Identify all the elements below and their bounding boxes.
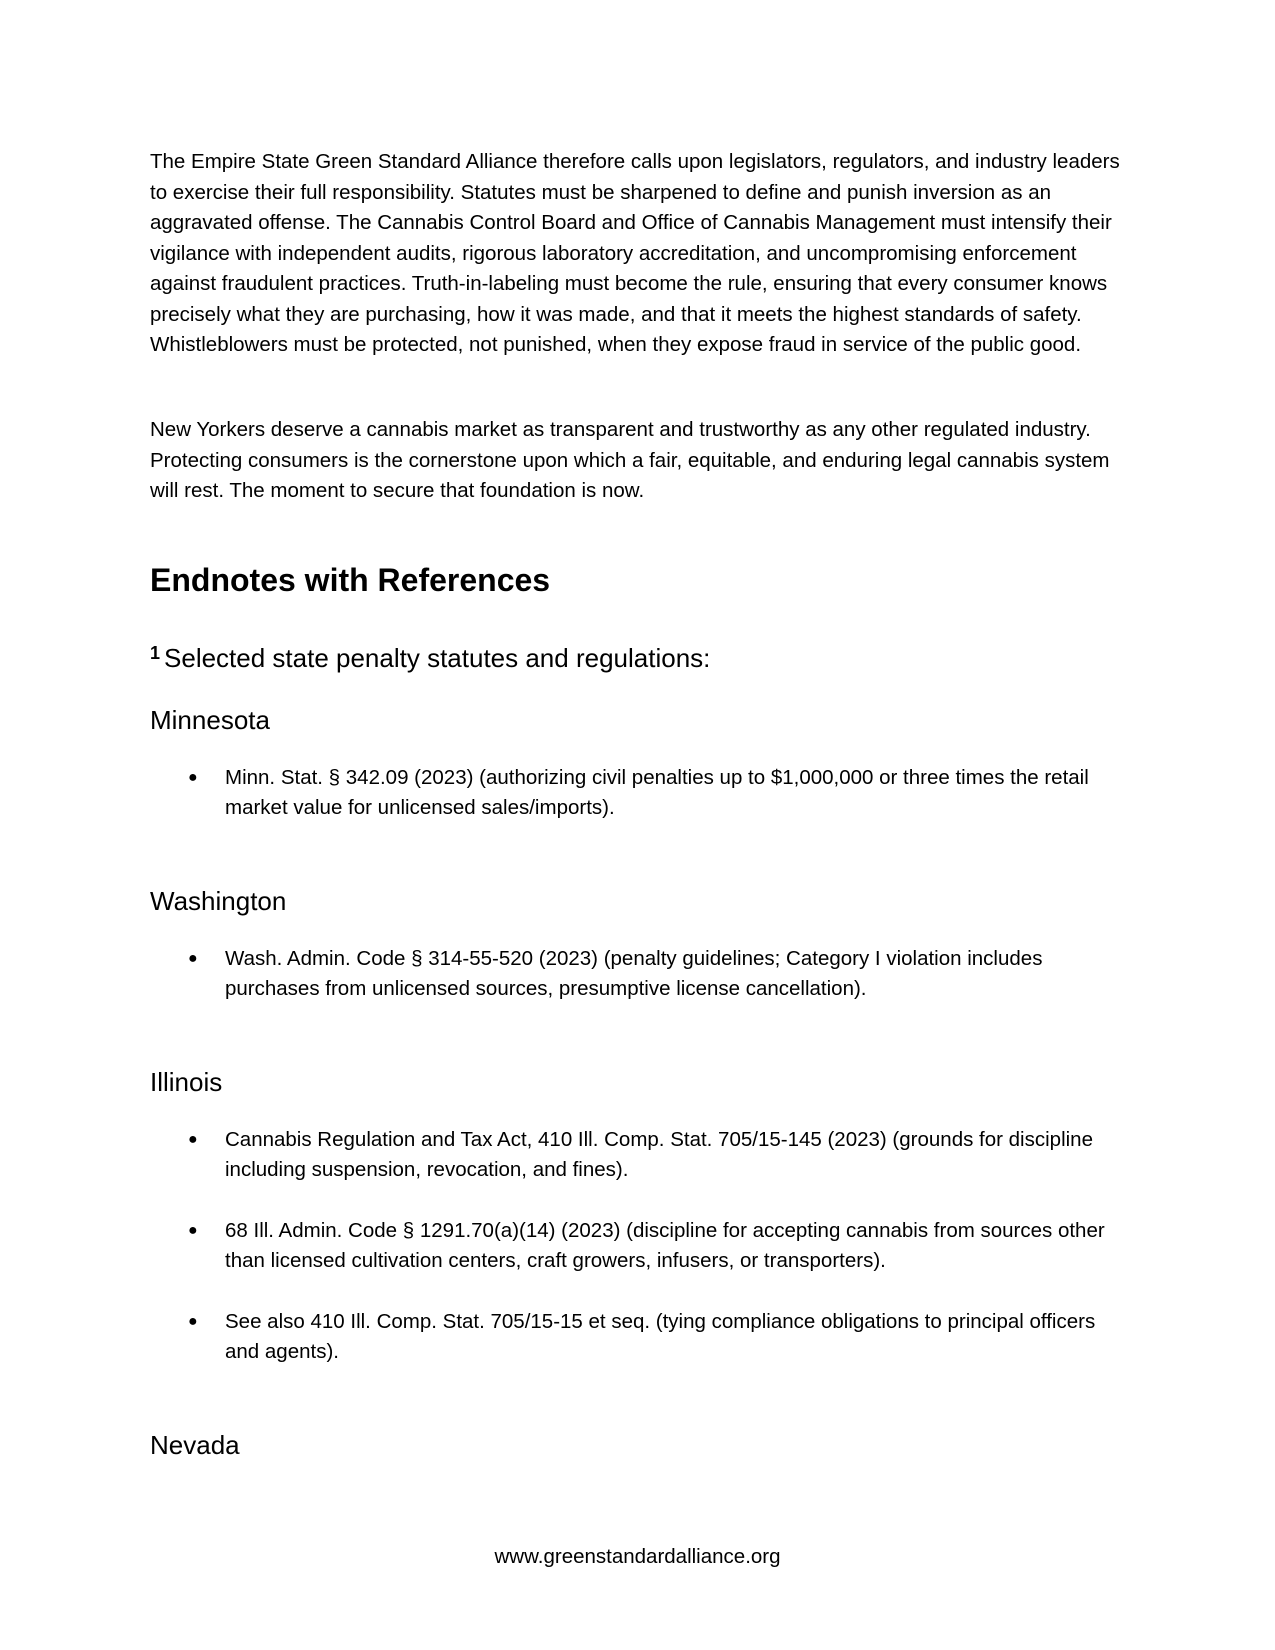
reference-list-minnesota (150, 763, 1130, 854)
reference-item (150, 1125, 1130, 1185)
bullet-icon: ● (188, 1222, 198, 1239)
bullet-icon: ● (188, 1131, 198, 1148)
bullet-icon: ● (188, 1313, 198, 1330)
reference-text: Minn. Stat. § 342.09 (2023) (authorizing civil penalties up to $1,000,000 or three times the retail market value for unlicensed sales/imports). (225, 766, 1089, 819)
reference-list-washington (150, 944, 1130, 1035)
reference-item (150, 944, 1130, 1004)
reference-list-illinois (150, 1125, 1130, 1398)
reference-item (150, 1216, 1130, 1276)
endnote-marker: 1 (150, 643, 161, 663)
body-paragraph: The Empire State Green Standard Alliance therefore calls upon legislators, regulators, and industry leaders to exercise their full responsibility. Statutes must be sharpened to define and punish inversion as an aggravated offense. The Cannabis Control Board and Office of Cannabis Management must intensify their vigilance with independent audits, rigorous laboratory accreditation, and uncompromising enforcement against fraudulent practices. Truth-in-labeling must become the rule, ensuring that every consumer knows precisely what they are purchasing, how it was made, and that it meets the highest standards of safety. Whistleblowers must be protected, not punished, when they expose fraud in service of the public good. (150, 150, 1120, 356)
bullet-icon: ● (188, 950, 198, 967)
reference-text: Cannabis Regulation and Tax Act, 410 Ill. Comp. Stat. 705/15-145 (2023) (grounds for discipline including suspension, revocation, and fines). (225, 1128, 1093, 1181)
reference-item (150, 1307, 1130, 1367)
endnote-intro (150, 636, 710, 675)
footer-url: www.greenstandardalliance.org (494, 1545, 781, 1568)
state-heading-washington: Washington (150, 886, 287, 916)
reference-text: Wash. Admin. Code § 314-55-520 (2023) (penalty guidelines; Category I violation includes purchases from unlicensed sources, presumptive license cancellation). (225, 947, 1043, 1000)
state-heading-illinois: Illinois (150, 1067, 223, 1097)
endnotes-heading: Endnotes with References (150, 562, 551, 598)
state-heading-nevada: Nevada (150, 1430, 240, 1460)
reference-text: See also 410 Ill. Comp. Stat. 705/15-15 et seq. (tying compliance obligations to principal officers and agents). (225, 1310, 1096, 1363)
reference-text: 68 Ill. Admin. Code § 1291.70(a)(14) (2023) (discipline for accepting cannabis from sources other than licensed cultivation centers, craft growers, infusers, or transporters). (225, 1219, 1105, 1272)
state-heading-minnesota: Minnesota (150, 705, 270, 735)
endnote-intro-text: Selected state penalty statutes and regulations: (164, 643, 711, 673)
bullet-icon: ● (188, 769, 198, 786)
body-paragraph: New Yorkers deserve a cannabis market as transparent and trustworthy as any other regulated industry. Protecting consumers is the cornerstone upon which a fair, equitable, and enduring legal cannabis system will rest. The moment to secure that foundation is now. (150, 418, 1110, 502)
reference-item (150, 763, 1130, 823)
